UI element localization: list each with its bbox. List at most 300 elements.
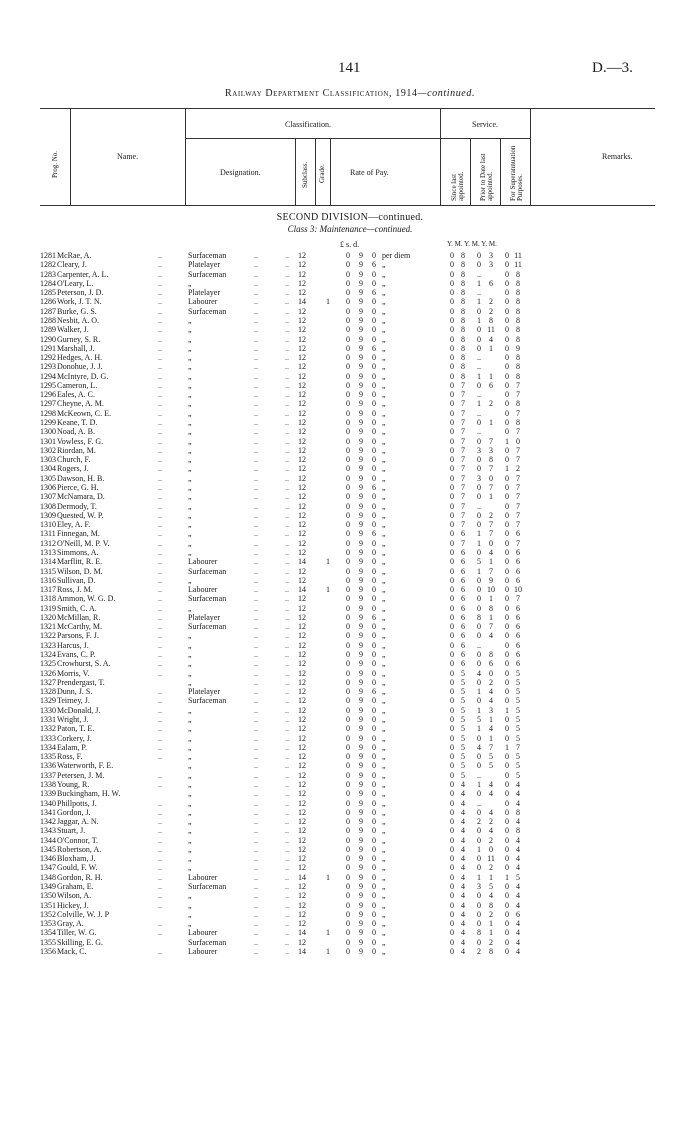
pay-pence: 0: [372, 844, 376, 854]
table-row: [0, 307, 700, 316]
prior-years: 1: [477, 278, 481, 288]
prog-no: 1292: [40, 353, 56, 363]
pay-shillings: 9: [359, 455, 363, 465]
prior-to-date-header: Prior to Date last appointed.: [479, 153, 494, 201]
pay-pence: 0: [372, 427, 376, 437]
designation: „: [188, 835, 192, 845]
leader-dots: ..: [254, 789, 258, 799]
pay-ditto: „: [382, 455, 386, 465]
leader-dots: ..: [254, 371, 258, 381]
employee-name: Church, F.: [57, 455, 91, 465]
since-years: 0: [450, 483, 454, 492]
leader-dots: ..: [254, 612, 258, 622]
prior-years: 1: [477, 724, 481, 734]
subclass: 12: [298, 798, 306, 808]
table-row: [0, 437, 700, 446]
subclass: 12: [298, 594, 306, 604]
leader-dots: ..: [254, 687, 258, 697]
leader-dots: ..: [158, 557, 162, 567]
super-months: 6: [516, 631, 520, 641]
leader-dots: ..: [254, 315, 258, 325]
pay-pence: 0: [372, 371, 376, 381]
pay-shillings: 9: [359, 557, 363, 567]
super-months: 4: [516, 844, 520, 854]
employee-name: Crowhurst, S. A.: [57, 659, 111, 669]
pay-ditto: „: [382, 325, 386, 335]
employee-name: Evans, C. P.: [57, 650, 96, 660]
since-months: 6: [461, 640, 465, 650]
super-years: 0: [505, 520, 509, 530]
prog-no: 1354: [40, 928, 56, 938]
leader-dots: ..: [158, 260, 162, 270]
leader-dots: ..: [254, 603, 258, 613]
prior-months: 11: [487, 854, 495, 864]
leader-dots: ..: [158, 807, 162, 817]
since-months: 4: [461, 863, 465, 873]
pay-ditto: „: [382, 789, 386, 799]
prior-years: 0: [477, 418, 481, 428]
subclass: 12: [298, 854, 306, 864]
employee-name: Simmons, A.: [57, 547, 99, 557]
pay-pounds: 0: [346, 715, 350, 724]
pay-pence: 6: [372, 483, 376, 492]
pay-pounds: 0: [346, 520, 350, 530]
prior-years: 0: [477, 603, 481, 613]
super-years: 0: [505, 687, 509, 697]
prior-years: 1: [477, 315, 481, 325]
leader-dots: ..: [254, 715, 258, 724]
leader-dots: ..: [254, 733, 258, 743]
pay-pounds: 0: [346, 872, 350, 882]
since-months: 7: [461, 492, 465, 502]
leader-dots: ..: [254, 501, 258, 511]
prior-years: 3: [477, 882, 481, 892]
leader-dots: ..: [254, 668, 258, 678]
leader-dots: ..: [158, 650, 162, 660]
since-months: 8: [461, 269, 465, 279]
since-years: 0: [450, 779, 454, 789]
leader-dots: ..: [158, 640, 162, 650]
prior-years: 0: [477, 622, 481, 632]
employee-name: Cheyne, A. M.: [57, 399, 104, 409]
pay-pounds: 0: [346, 909, 350, 919]
pay-pence: 6: [372, 288, 376, 298]
table-row: [0, 585, 700, 594]
pay-pounds: 0: [346, 659, 350, 669]
prog-no: 1313: [40, 547, 56, 557]
since-years: 0: [450, 529, 454, 539]
employee-name: Burke, G. S.: [57, 306, 97, 316]
table-row: [0, 799, 700, 808]
since-years: 0: [450, 640, 454, 650]
subclass: 12: [298, 826, 306, 836]
since-years: 0: [450, 557, 454, 567]
prog-no: 1344: [40, 835, 56, 845]
leader-dots: ..: [254, 399, 258, 409]
subclass: 12: [298, 817, 306, 827]
designation: Surfaceman: [188, 696, 227, 706]
subclass: 12: [298, 390, 306, 400]
since-years: 0: [450, 362, 454, 372]
employee-name: McNamara, D.: [57, 492, 105, 502]
since-years: 0: [450, 631, 454, 641]
pay-ditto: „: [382, 315, 386, 325]
leader-dots: ..: [158, 473, 162, 483]
prog-no: 1293: [40, 362, 56, 372]
leader-dots: ..: [254, 937, 258, 947]
employee-name: Cameron, L.: [57, 380, 98, 390]
designation: „: [188, 325, 192, 335]
since-months: 8: [461, 251, 465, 260]
leader-dots: ..: [285, 928, 289, 938]
table-row: [0, 826, 700, 835]
pay-pence: 0: [372, 807, 376, 817]
super-years: 1: [505, 705, 509, 715]
super-years: 0: [505, 770, 509, 780]
since-months: 8: [461, 278, 465, 288]
table-row: [0, 641, 700, 650]
super-months: 5: [516, 715, 520, 724]
table-row: [0, 251, 700, 260]
employee-name: Finnegan, M.: [57, 529, 100, 539]
pay-pounds: 0: [346, 752, 350, 762]
since-years: 0: [450, 501, 454, 511]
prior-years: 0: [477, 594, 481, 604]
super-months: 8: [516, 325, 520, 335]
designation: Platelayer: [188, 288, 220, 298]
designation: „: [188, 436, 192, 446]
pay-pence: 0: [372, 779, 376, 789]
since-months: 6: [461, 566, 465, 576]
pay-pounds: 0: [346, 594, 350, 604]
prior-years: 0: [477, 251, 481, 260]
pay-shillings: 9: [359, 278, 363, 288]
pay-shillings: 9: [359, 789, 363, 799]
since-months: 7: [461, 520, 465, 530]
leader-dots: ..: [285, 612, 289, 622]
table-row: [0, 780, 700, 789]
pay-pounds: 0: [346, 928, 350, 938]
pay-pounds: 0: [346, 900, 350, 910]
pay-ditto: „: [382, 390, 386, 400]
prior-months: 2: [489, 817, 493, 827]
designation: Platelayer: [188, 612, 220, 622]
pay-shillings: 9: [359, 705, 363, 715]
prior-years: 0: [477, 464, 481, 474]
pay-pounds: 0: [346, 436, 350, 446]
super-years: 0: [505, 353, 509, 363]
prior-years: 0: [477, 575, 481, 585]
employee-name: McIntyre, D. G.: [57, 371, 109, 381]
since-months: 6: [461, 557, 465, 567]
leader-dots: ..: [285, 594, 289, 604]
super-years: 0: [505, 928, 509, 938]
super-months: 5: [516, 687, 520, 697]
leader-dots: ..: [158, 742, 162, 752]
table-row: [0, 353, 700, 362]
subclass: 12: [298, 835, 306, 845]
designation: „: [188, 390, 192, 400]
prog-no: 1329: [40, 696, 56, 706]
prog-no: 1312: [40, 538, 56, 548]
since-months: 4: [461, 807, 465, 817]
prog-no: 1287: [40, 306, 56, 316]
since-months: 4: [461, 909, 465, 919]
subclass: 12: [298, 501, 306, 511]
super-months: 7: [516, 492, 520, 502]
pay-pounds: 0: [346, 547, 350, 557]
pay-ditto: „: [382, 937, 386, 947]
table-row: [0, 873, 700, 882]
designation: „: [188, 770, 192, 780]
leader-dots: ..: [158, 947, 162, 956]
prior-months: 8: [489, 603, 493, 613]
since-months: 8: [461, 260, 465, 270]
leader-dots: ..: [285, 807, 289, 817]
prior-months: 1: [489, 733, 493, 743]
super-years: 0: [505, 278, 509, 288]
table-row: [0, 938, 700, 947]
since-months: 4: [461, 789, 465, 799]
prior-months: 4: [489, 779, 493, 789]
super-years: 0: [505, 288, 509, 298]
leader-dots: ..: [285, 269, 289, 279]
pay-pence: 0: [372, 325, 376, 335]
subclass: 12: [298, 622, 306, 632]
leader-dots: ..: [285, 306, 289, 316]
subclass: 12: [298, 380, 306, 390]
prog-no: 1343: [40, 826, 56, 836]
pay-ditto: „: [382, 473, 386, 483]
prior-months: 8: [489, 650, 493, 660]
super-years: 0: [505, 585, 509, 595]
prior-years: 4: [477, 742, 481, 752]
leader-dots: ..: [158, 464, 162, 474]
subclass: 12: [298, 937, 306, 947]
pay-pounds: 0: [346, 622, 350, 632]
prior-years: ..: [477, 269, 481, 279]
since-months: 4: [461, 826, 465, 836]
since-years: 0: [450, 325, 454, 335]
table-row: [0, 678, 700, 687]
pay-ditto: „: [382, 909, 386, 919]
leader-dots: ..: [285, 919, 289, 929]
pay-ditto: „: [382, 575, 386, 585]
pay-ditto: „: [382, 538, 386, 548]
designation: „: [188, 779, 192, 789]
super-months: 7: [516, 473, 520, 483]
pay-shillings: 9: [359, 919, 363, 929]
subclass: 12: [298, 529, 306, 539]
designation: „: [188, 900, 192, 910]
since-years: 0: [450, 696, 454, 706]
leader-dots: ..: [285, 770, 289, 780]
pay-ditto: „: [382, 733, 386, 743]
pay-pence: 0: [372, 891, 376, 901]
since-months: 5: [461, 668, 465, 678]
since-years: 0: [450, 306, 454, 316]
pay-pence: 0: [372, 575, 376, 585]
designation: „: [188, 752, 192, 762]
table-header: [40, 108, 655, 206]
subclass: 12: [298, 334, 306, 344]
pay-pence: 0: [372, 863, 376, 873]
leader-dots: ..: [158, 724, 162, 734]
employee-name: Eley, A. F.: [57, 520, 91, 530]
pay-pence: 0: [372, 380, 376, 390]
pay-pounds: 0: [346, 891, 350, 901]
pay-shillings: 9: [359, 603, 363, 613]
table-row: [0, 316, 700, 325]
prior-years: 1: [477, 529, 481, 539]
since-months: 7: [461, 538, 465, 548]
leader-dots: ..: [158, 882, 162, 892]
prog-no: 1324: [40, 650, 56, 660]
since-months: 8: [461, 297, 465, 307]
pay-pence: 0: [372, 353, 376, 363]
pay-pence: 0: [372, 306, 376, 316]
pay-pence: 6: [372, 687, 376, 697]
pay-pounds: 0: [346, 650, 350, 660]
super-months: 4: [516, 835, 520, 845]
prior-months: 3: [489, 705, 493, 715]
pay-shillings: 9: [359, 353, 363, 363]
super-months: 8: [516, 288, 520, 298]
super-years: 0: [505, 891, 509, 901]
pay-pounds: 0: [346, 789, 350, 799]
since-months: 5: [461, 770, 465, 780]
super-months: 5: [516, 705, 520, 715]
since-months: 5: [461, 752, 465, 762]
pay-shillings: 9: [359, 547, 363, 557]
prog-no: 1349: [40, 882, 56, 892]
table-row: [0, 260, 700, 269]
pay-pence: 6: [372, 612, 376, 622]
leader-dots: ..: [285, 640, 289, 650]
grade: 1: [326, 557, 330, 567]
prog-no: 1307: [40, 492, 56, 502]
designation: Surfaceman: [188, 251, 227, 260]
super-months: 6: [516, 566, 520, 576]
super-years: 0: [505, 427, 509, 437]
running-head-suffix: —continued.: [417, 88, 476, 99]
leader-dots: ..: [158, 891, 162, 901]
designation: „: [188, 353, 192, 363]
pay-shillings: 9: [359, 575, 363, 585]
pay-pence: 0: [372, 872, 376, 882]
since-years: 0: [450, 677, 454, 687]
super-years: 0: [505, 863, 509, 873]
since-months: 8: [461, 362, 465, 372]
super-months: 6: [516, 622, 520, 632]
pay-pence: 0: [372, 464, 376, 474]
leader-dots: ..: [254, 306, 258, 316]
since-years: 0: [450, 854, 454, 864]
pay-pence: 0: [372, 399, 376, 409]
super-years: 0: [505, 631, 509, 641]
leader-dots: ..: [254, 538, 258, 548]
since-years: 0: [450, 807, 454, 817]
prior-years: ..: [477, 408, 481, 418]
pay-ditto: „: [382, 343, 386, 353]
employee-name: Nesbit, A. O.: [57, 315, 99, 325]
leader-dots: ..: [254, 826, 258, 836]
leader-dots: ..: [285, 631, 289, 641]
pay-ditto: „: [382, 288, 386, 298]
prior-years: 0: [477, 854, 481, 864]
prior-months: 4: [489, 334, 493, 344]
leader-dots: ..: [254, 928, 258, 938]
leader-dots: ..: [158, 705, 162, 715]
leader-dots: ..: [285, 343, 289, 353]
leader-dots: ..: [285, 705, 289, 715]
pay-pence: 0: [372, 594, 376, 604]
pay-shillings: 9: [359, 325, 363, 335]
subclass: 12: [298, 269, 306, 279]
subclass: 12: [298, 371, 306, 381]
prior-years: 0: [477, 650, 481, 660]
super-years: 0: [505, 947, 509, 956]
prior-years: 8: [477, 612, 481, 622]
pay-pence: 0: [372, 408, 376, 418]
super-months: 6: [516, 603, 520, 613]
prog-no: 1333: [40, 733, 56, 743]
leader-dots: ..: [158, 427, 162, 437]
rate-of-pay-header: Rate of Pay.: [350, 168, 389, 177]
pay-shillings: 9: [359, 269, 363, 279]
super-years: 0: [505, 761, 509, 771]
leader-dots: ..: [254, 900, 258, 910]
since-years: 0: [450, 761, 454, 771]
table-row: [0, 845, 700, 854]
designation: Labourer: [188, 872, 218, 882]
prog-no: 1314: [40, 557, 56, 567]
since-years: 0: [450, 251, 454, 260]
prior-years: 1: [477, 687, 481, 697]
pay-pence: 0: [372, 557, 376, 567]
name-header: Name.: [117, 152, 139, 161]
leader-dots: ..: [158, 863, 162, 873]
leader-dots: ..: [254, 696, 258, 706]
prog-no: 1326: [40, 668, 56, 678]
pay-pence: 0: [372, 928, 376, 938]
pay-pence: 0: [372, 742, 376, 752]
prog-no: 1338: [40, 779, 56, 789]
super-years: 0: [505, 380, 509, 390]
pay-shillings: 9: [359, 251, 363, 260]
pay-ditto: „: [382, 919, 386, 929]
prior-years: ..: [477, 353, 481, 363]
subclass: 12: [298, 687, 306, 697]
super-months: 7: [516, 483, 520, 492]
super-months: 7: [516, 510, 520, 520]
leader-dots: ..: [158, 288, 162, 298]
pay-pounds: 0: [346, 733, 350, 743]
leader-dots: ..: [285, 520, 289, 530]
prior-months: 4: [489, 687, 493, 697]
pay-ditto: „: [382, 399, 386, 409]
leader-dots: ..: [158, 371, 162, 381]
since-months: 8: [461, 334, 465, 344]
designation: „: [188, 631, 192, 641]
designation: „: [188, 826, 192, 836]
employee-name: Riordan, M.: [57, 445, 96, 455]
since-months: 6: [461, 585, 465, 595]
pay-shillings: 9: [359, 343, 363, 353]
super-years: 0: [505, 909, 509, 919]
since-years: 0: [450, 882, 454, 892]
prior-months: 0: [489, 844, 493, 854]
